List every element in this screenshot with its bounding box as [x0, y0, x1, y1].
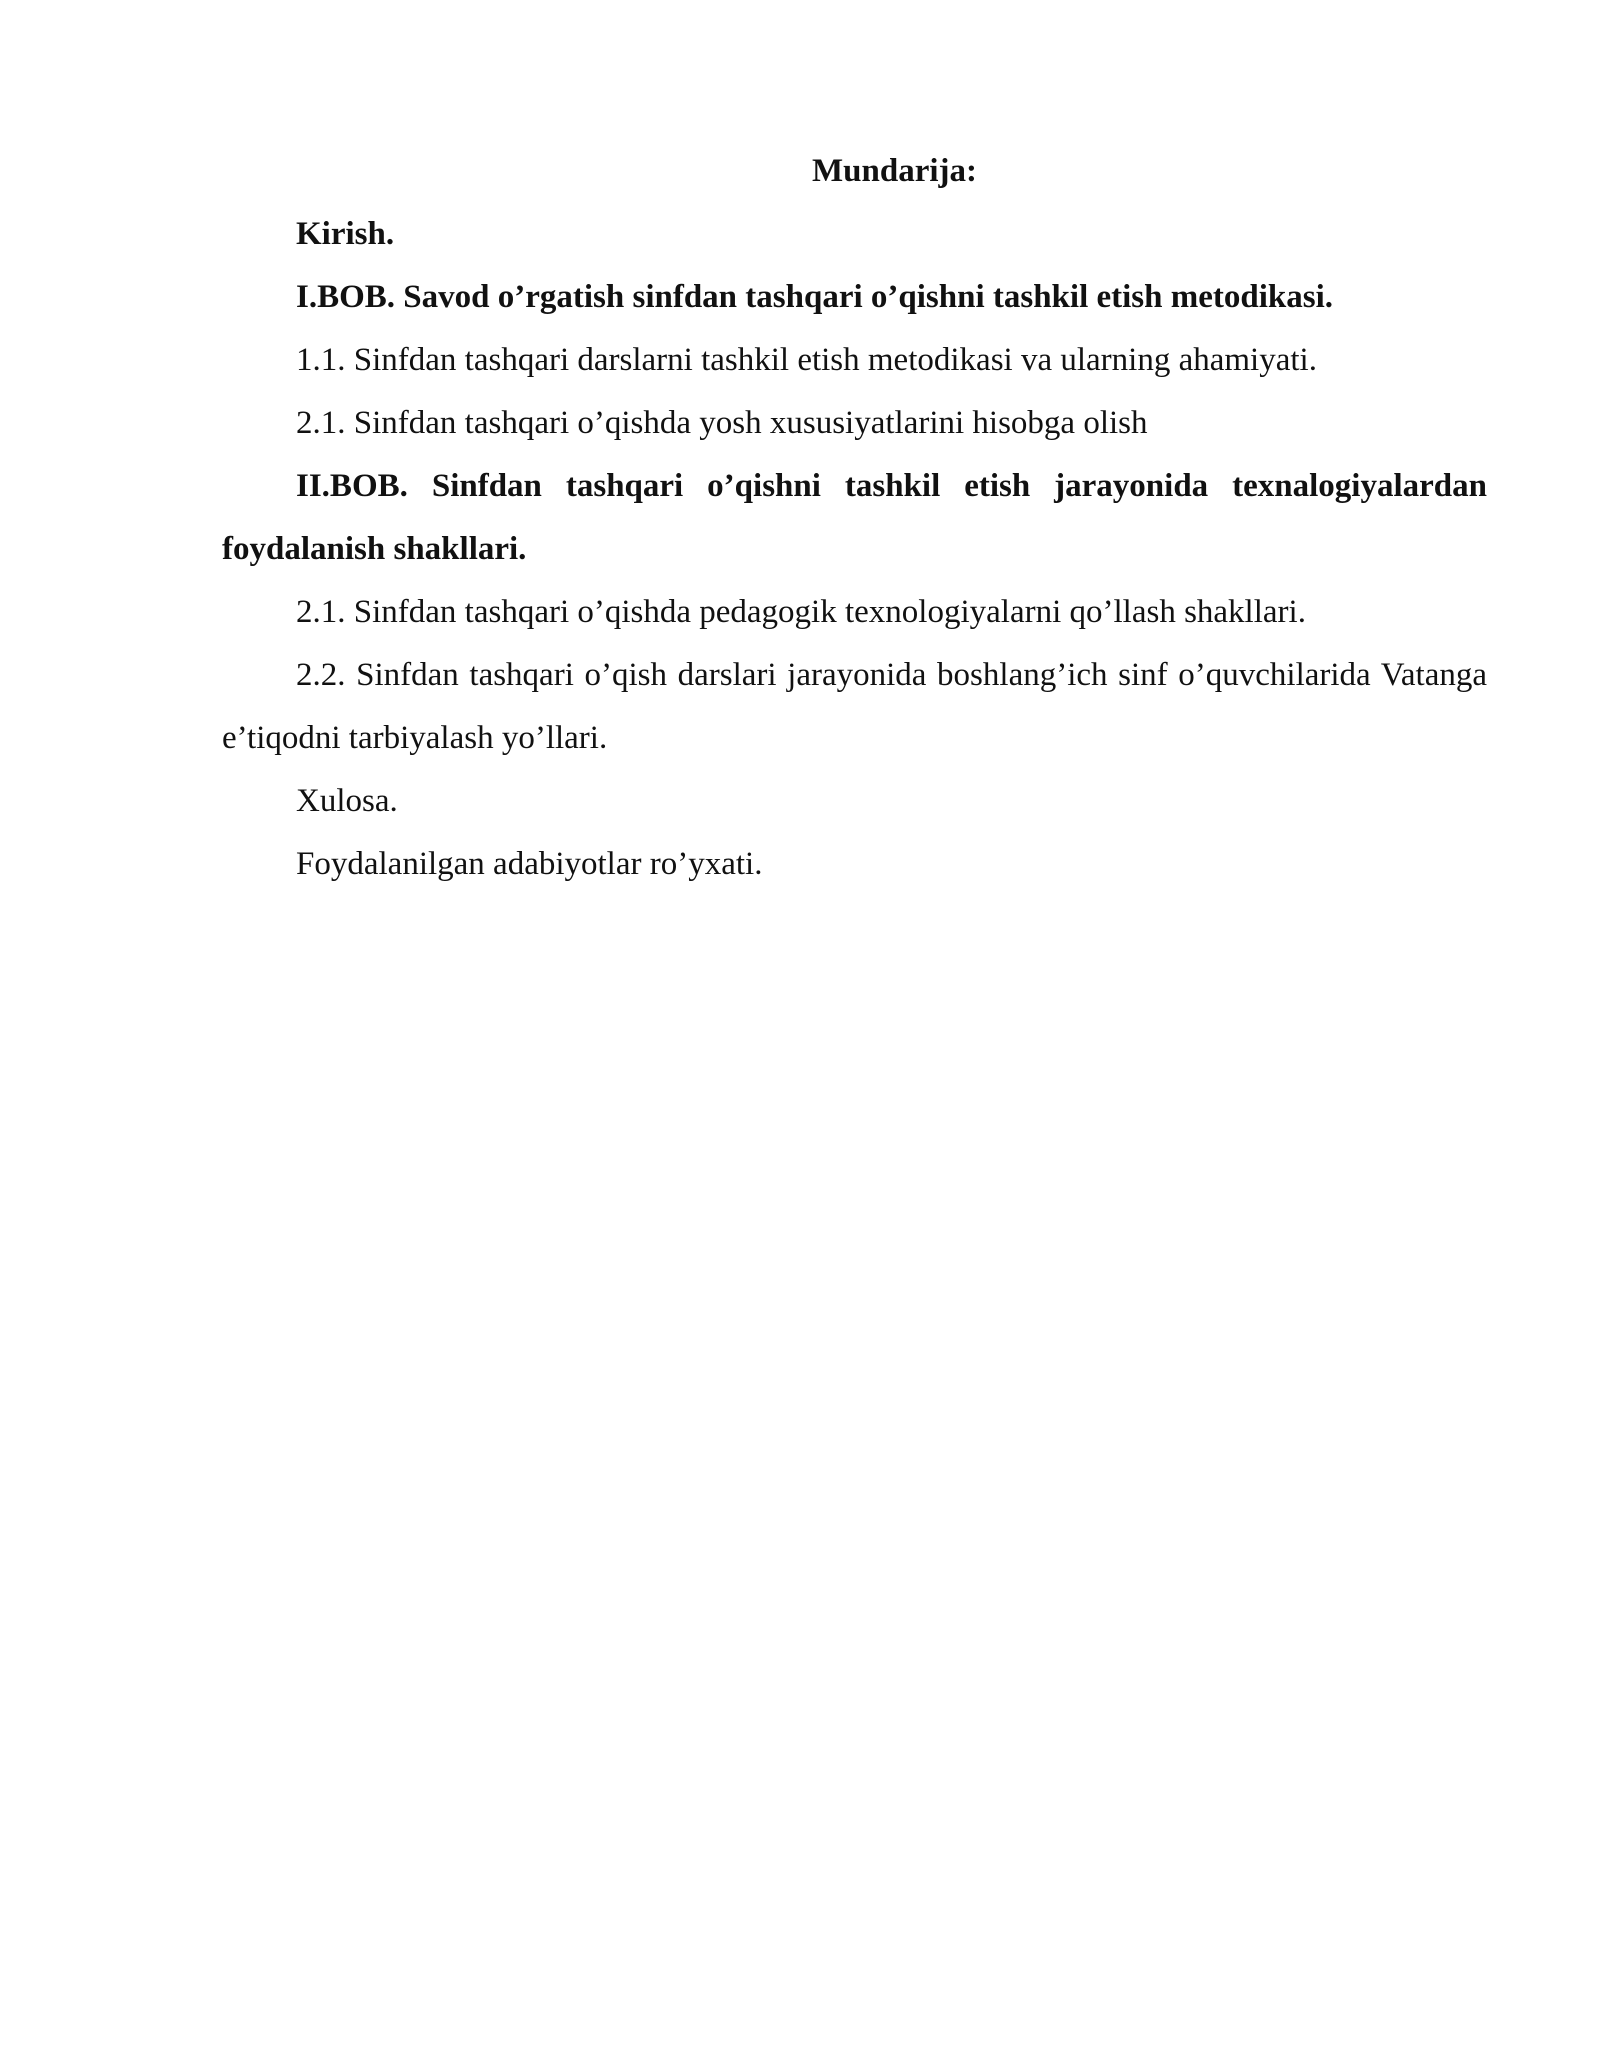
document-page [222, 140, 1487, 896]
toc-entry-chapter-2: II.BOB. Sinfdan tashqari o’qishni tashkil etish jarayonida texnalogiyalardan foydalanish shakllari. [222, 468, 1487, 567]
toc-entry-bibliography: Foydalanilgan adabiyotlar ro’yxati. [296, 846, 763, 882]
toc-title: Mundarija: [812, 153, 977, 189]
toc-entry-section-1-2: 2.1. Sinfdan tashqari o’qishda yosh xususiyatlarini hisobga olish [296, 405, 1148, 441]
toc-entry-section-2-2: 2.2. Sinfdan tashqari o’qish darslari jarayonida boshlang’ich sinf o’quvchilarida Vatanga e’tiqodni tarbiyalash yo’llari. [222, 657, 1487, 756]
toc-entry-section-2-1: 2.1. Sinfdan tashqari o’qishda pedagogik texnologiyalarni qo’llash shakllari. [296, 594, 1306, 630]
toc-entry-section-1-1: 1.1. Sinfdan tashqari darslarni tashkil etish metodikasi va ularning ahamiyati. [296, 342, 1317, 378]
toc-entry-introduction: Kirish. [296, 216, 395, 252]
toc-entry-chapter-1: I.BOB. Savod o’rgatish sinfdan tashqari o’qishni tashkil etish metodikasi. [296, 279, 1334, 315]
toc-entry-conclusion: Xulosa. [296, 783, 398, 819]
